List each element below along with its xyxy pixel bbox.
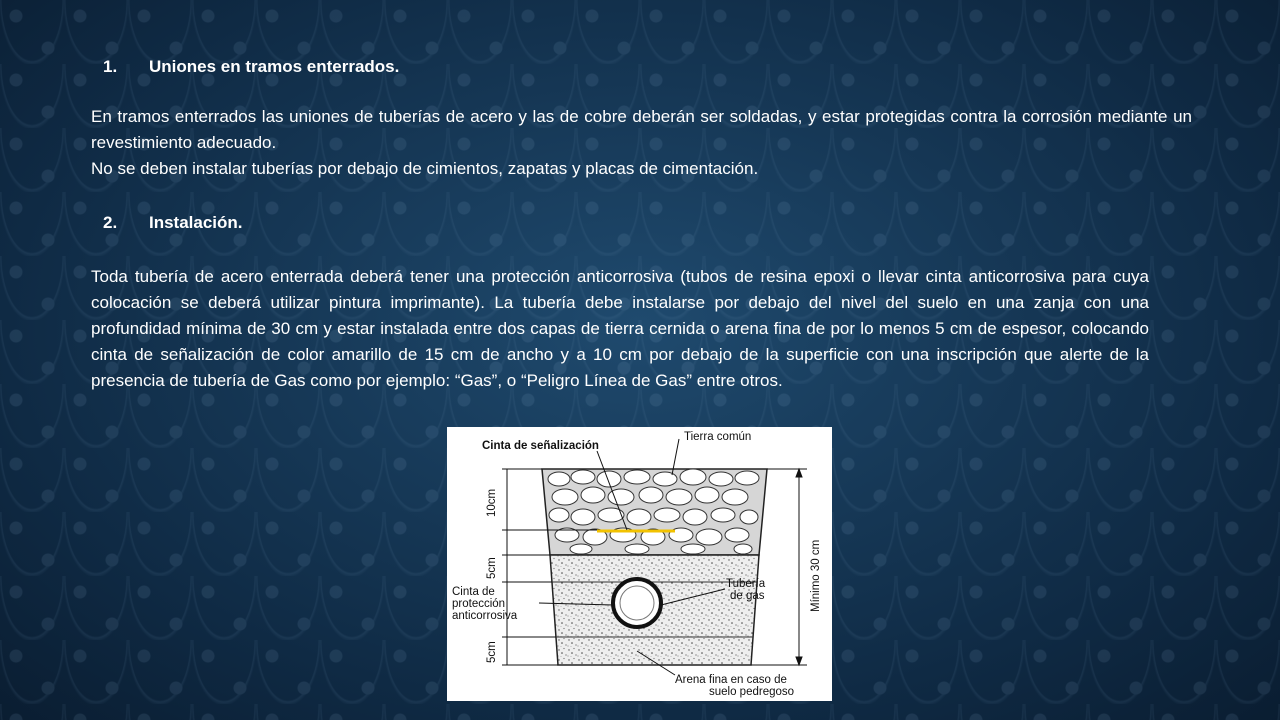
label-proteccion-line-2: protección bbox=[452, 598, 506, 610]
label-tuberia-line-1: Tubería bbox=[726, 578, 766, 590]
label-proteccion-line-3: anticorrosiva bbox=[452, 610, 518, 622]
gas-pipe bbox=[613, 579, 661, 627]
section-1-body bbox=[91, 104, 1192, 182]
label-arena-line-1: Arena fina en caso de bbox=[675, 674, 787, 686]
label-tierra-comun: Tierra común bbox=[684, 431, 752, 443]
label-cinta-senalizacion: Cinta de señalización bbox=[482, 440, 599, 452]
stone-layer bbox=[542, 469, 767, 555]
label-proteccion-line-1: Cinta de bbox=[452, 586, 495, 598]
label-tuberia-line-2: de gas bbox=[730, 590, 765, 602]
section-2-number: 2. bbox=[103, 213, 118, 232]
section-2-paragraph: Toda tubería de acero enterrada deberá tener una protección anticorrosiva (tubos de resina epoxi o llevar cinta anticorrosiva para cuya colocación se deberá utilizar pintura imprimante). La tubería debe instalarse por debajo del nivel del suelo en una zanja con una profundidad mínima de 30 cm y estar instalada entre dos capas de tierra cernida o arena fina de por lo menos 5 cm de espesor, colocando cinta de señalización de color amarillo de 15 cm de ancho y a 10 cm por debajo de la superficie con una inscripción que alerte de la presencia de tubería de Gas como por ejemplo: “Gas”, o “Peligro Línea de Gas” entre otros. bbox=[91, 267, 1149, 390]
section-2-body bbox=[91, 264, 1149, 394]
section-1-title: Uniones en tramos enterrados. bbox=[149, 57, 400, 76]
label-10cm: 10cm bbox=[486, 488, 498, 517]
trench-diagram bbox=[447, 427, 832, 701]
label-minimo-30cm: Mínimo 30 cm bbox=[810, 539, 822, 612]
section-2-heading bbox=[103, 212, 243, 234]
section-2-title: Instalación. bbox=[149, 213, 243, 232]
section-1-paragraph-1: En tramos enterrados las uniones de tuberías de acero y las de cobre deberán ser soldadas, y estar protegidas contra la corrosión mediante un revestimiento adecuado. bbox=[91, 107, 1192, 152]
section-1-paragraph-2: No se deben instalar tuberías por debajo de cimientos, zapatas y placas de cimentación. bbox=[91, 159, 759, 178]
label-5cm-bottom: 5cm bbox=[486, 641, 498, 663]
label-arena-line-2: suelo pedregoso bbox=[709, 686, 795, 698]
label-5cm-top: 5cm bbox=[486, 557, 498, 579]
section-1-heading bbox=[103, 56, 399, 78]
section-1-number: 1. bbox=[103, 57, 118, 76]
